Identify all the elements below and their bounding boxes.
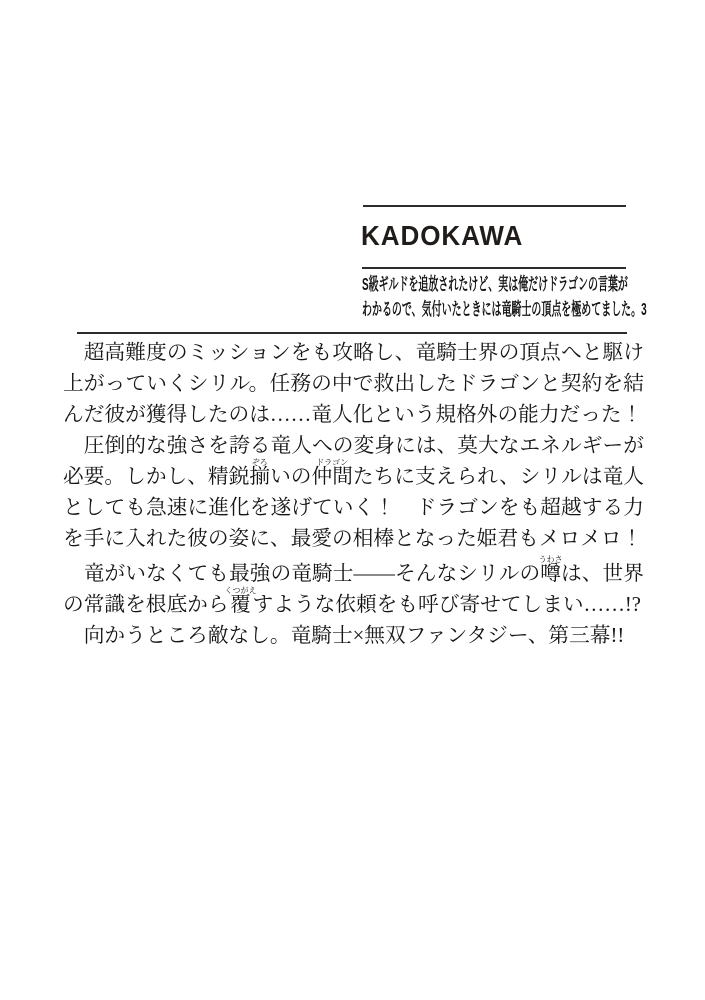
kadokawa-publisher-logo: KADOKAWA xyxy=(361,220,524,251)
furigana-annotated-word: 噂うわさ xyxy=(538,555,563,585)
synopsis-paragraph: 圧倒的な強さを誇る竜人への変身には、莫大なエネルギーが必要。しかし、精鋭揃ぞろいの仲間ドラゴンたちに支えられ、シリルは竜人としても急速に進化を遂げていく！ ドラゴンをも超越する力を手に入れた彼の姿に、最愛の相棒となった姫君もメロメロ！ xyxy=(63,435,644,550)
furigana-annotated-word: 仲間ドラゴン xyxy=(311,458,353,488)
divider-above-title xyxy=(362,267,626,269)
book-title xyxy=(362,272,705,321)
book-title-line-1: S級ギルドを追放されたけど、実は俺だけドラゴンの言葉が xyxy=(362,274,628,294)
synopsis-text xyxy=(63,338,644,652)
synopsis-paragraph: 竜がいなくても最強の竜騎士――そんなシリルの噂うわさは、世界の常識を根底から覆くつがえすような依頼をも呼び寄せてしまい……!? xyxy=(63,555,644,616)
book-title-line-2: わかるので、気付いたときには竜騎士の頂点を極めてました。3 xyxy=(362,298,647,319)
divider-below-title xyxy=(77,332,627,334)
furigana-annotated-word: 揃ぞろ xyxy=(249,458,271,488)
divider-above-logo xyxy=(363,205,626,207)
furigana-annotated-word: 覆くつがえ xyxy=(224,586,257,616)
synopsis-paragraph: 超高難度のミッションをも攻略し、竜騎士界の頂点へと駆け上がっていくシリル。任務の中で救出したドラゴンと契約を結んだ彼が獲得したのは……竜人化という規格外の能力だった！ xyxy=(63,342,644,426)
synopsis-paragraph: 向かうところ敵なし。竜騎士×無双ファンタジー、第三幕!! xyxy=(83,625,625,647)
